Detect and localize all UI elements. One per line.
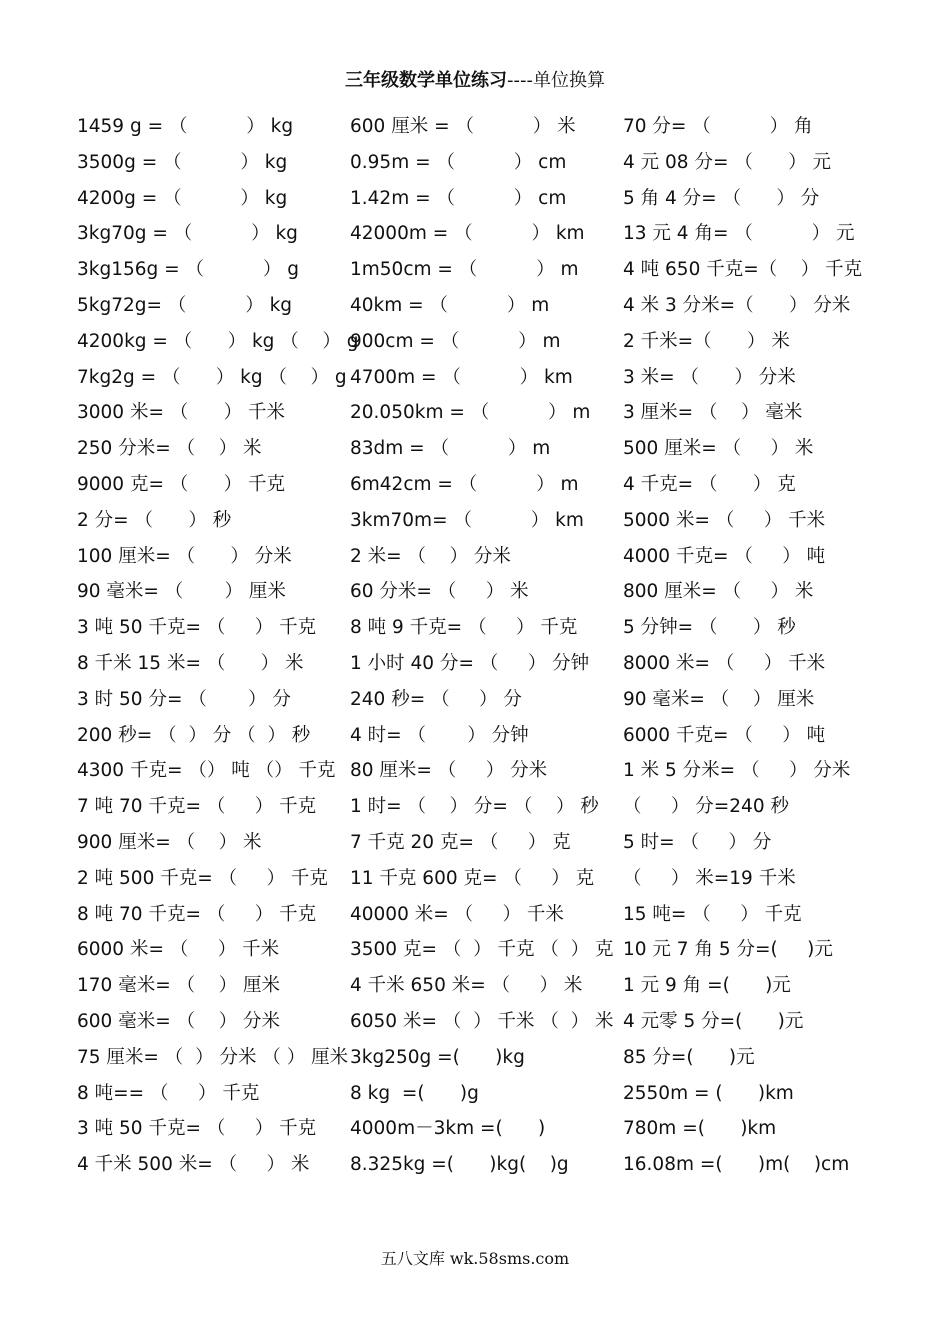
exercise-item: 8 千米 15 米= （ ） 米 [77,652,304,674]
title-suffix: ----单位换算 [507,70,605,91]
exercise-item: 90 毫米= （ ） 厘米 [623,688,815,710]
exercise-item: 4 吨 650 千克=（ ） 千克 [623,259,863,281]
exercise-item: 90 毫米= （ ） 厘米 [77,581,286,603]
exercise-item: 3500 克= （ ） 千克 （ ） 克 [350,939,614,961]
exercise-item: 3kg70g = （ ） kg [77,223,298,245]
exercise-item: 0.95m = （ ） cm [350,151,567,173]
exercise-item: 13 元 4 角= （ ） 元 [623,223,855,245]
exercise-item: 6000 千克= （ ） 吨 [623,724,826,746]
exercise-item: 3 吨 50 千克= （ ） 千克 [77,1118,317,1140]
exercise-item: 1 小时 40 分= （ ） 分钟 [350,652,590,674]
page-title [0,66,950,92]
exercise-item: （ ） 分=240 秒 [623,796,789,818]
exercise-item: 170 毫米= （ ） 厘米 [77,975,280,997]
exercise-item: 100 厘米= （ ） 分米 [77,545,292,567]
exercise-item: 8.325kg =( )kg( )g [350,1154,569,1176]
exercise-item: 85 分=( )元 [623,1046,755,1068]
exercise-item: 40km = （ ） m [350,294,550,316]
exercise-item: 8 吨== （ ） 千克 [77,1082,260,1104]
exercise-item: 4700m = （ ） km [350,366,573,388]
exercise-item: 3500g = （ ） kg [77,151,288,173]
exercise-item: 1 米 5 分米= （ ） 分米 [623,760,851,782]
exercise-item: 1m50cm = （ ） m [350,259,579,281]
exercise-item: 70 分= （ ） 角 [623,116,813,137]
exercise-item: 4 时= （ ） 分钟 [350,724,529,746]
exercise-item: 4200g = （ ） kg [77,187,288,209]
exercise-item: 4200kg = （ ） kg （ ） g [77,330,359,352]
exercise-item: 250 分米= （ ） 米 [77,438,262,460]
exercise-item: 240 秒= （ ） 分 [350,688,522,710]
exercise-item: 900 厘米= （ ） 米 [77,831,262,853]
exercise-item: 500 厘米= （ ） 米 [623,438,814,460]
exercise-item: 4 千米 500 米= （ ） 米 [77,1154,310,1176]
exercise-item: 1 时= （ ） 分= （ ） 秒 [350,796,599,818]
exercise-item: 5 分钟= （ ） 秒 [623,617,796,639]
exercise-item: （ ） 米=19 千米 [623,867,796,889]
exercise-item: 600 毫米= （ ） 分米 [77,1010,280,1032]
exercise-column-3 [623,113,873,1187]
footer-watermark: 五八文库 wk.58sms.com [380,1249,570,1268]
exercise-item: 6000 米= （ ） 千米 [77,939,280,961]
exercise-item: 3000 米= （ ） 千米 [77,402,286,424]
exercise-item: 5 角 4 分= （ ） 分 [623,187,820,209]
exercise-item: 80 厘米= （ ） 分米 [350,760,548,782]
exercise-item: 3kg250g =( )kg [350,1046,525,1068]
exercise-item: 4 米 3 分米=（ ） 分米 [623,294,851,316]
exercise-item: 4000 千克= （ ） 吨 [623,545,826,567]
exercise-item: 6m42cm = （ ） m [350,473,579,495]
exercise-item: 900cm = （ ） m [350,330,561,352]
exercise-item: 6050 米= （ ） 千米 （ ） 米 [350,1010,614,1032]
exercise-item: 200 秒= （ ） 分 （ ） 秒 [77,724,311,746]
exercise-item: 16.08m =( )m( )cm [623,1154,850,1176]
exercise-item: 20.050km = （ ） m [350,402,591,424]
exercise-item: 8000 米= （ ） 千米 [623,652,826,674]
exercise-item: 5kg72g= （ ） kg [77,294,293,316]
exercise-item: 75 厘米= （ ） 分米 （ ） 厘米 [77,1046,349,1068]
exercise-item: 3 吨 50 千克= （ ） 千克 [77,617,317,639]
exercise-column-1 [77,113,359,1187]
exercise-item: 3 米= （ ） 分米 [623,366,796,388]
exercise-item: 7kg2g = （ ） kg （ ） g [77,366,347,388]
exercise-item: 15 吨= （ ） 千克 [623,903,802,925]
exercise-item: 2 吨 500 千克= （ ） 千克 [77,867,328,889]
exercise-item: 1 元 9 角 =( )元 [623,975,791,997]
exercise-item: 7 千克 20 克= （ ） 克 [350,831,571,853]
exercise-item: 4 千米 650 米= （ ） 米 [350,975,583,997]
exercise-item: 3 厘米= （ ） 毫米 [623,402,803,424]
exercise-item: 11 千克 600 克= （ ） 克 [350,867,595,889]
exercise-item: 780m =( )km [623,1118,777,1140]
exercise-item: 4 元 08 分= （ ） 元 [623,151,831,173]
exercise-item: 5 时= （ ） 分 [623,831,772,853]
exercise-item: 2 米= （ ） 分米 [350,545,511,567]
exercise-item: 42000m = （ ） km [350,223,585,245]
exercise-item: 8 吨 9 千克= （ ） 千克 [350,617,578,639]
exercise-item: 5000 米= （ ） 千米 [623,509,826,531]
exercise-item: 800 厘米= （ ） 米 [623,581,814,603]
exercise-item: 4 千克= （ ） 克 [623,473,796,495]
exercise-item: 2 分= （ ） 秒 [77,509,232,531]
exercise-item: 2 千米=（ ） 米 [623,330,790,352]
exercise-item: 4 元零 5 分=( )元 [623,1010,804,1032]
exercise-item: 3kg156g = （ ） g [77,259,299,281]
exercise-item: 2550m = ( )km [623,1082,794,1104]
title-main: 三年级数学单位练习 [345,70,507,91]
exercise-item: 83dm = （ ） m [350,438,551,460]
exercise-item: 40000 米= （ ） 千米 [350,903,564,925]
exercise-item: 1459 g = （ ） kg [77,116,294,137]
exercise-item: 60 分米= （ ） 米 [350,581,529,603]
exercise-item: 1.42m = （ ） cm [350,187,567,209]
exercise-item: 3 时 50 分= （ ） 分 [77,688,291,710]
exercise-item: 4000m－3km =( ) [350,1118,546,1140]
exercise-column-2 [350,113,615,1187]
exercise-item: 4300 千克= （） 吨 （） 千克 [77,760,336,782]
exercise-item: 600 厘米 = （ ） 米 [350,116,576,137]
exercise-item: 9000 克= （ ） 千克 [77,473,286,495]
exercise-item: 7 吨 70 千克= （ ） 千克 [77,796,317,818]
exercise-item: 10 元 7 角 5 分=( )元 [623,939,833,961]
exercise-item: 8 吨 70 千克= （ ） 千克 [77,903,317,925]
exercise-item: 8 kg =( )g [350,1082,479,1104]
exercise-item: 3km70m= （ ） km [350,509,584,531]
